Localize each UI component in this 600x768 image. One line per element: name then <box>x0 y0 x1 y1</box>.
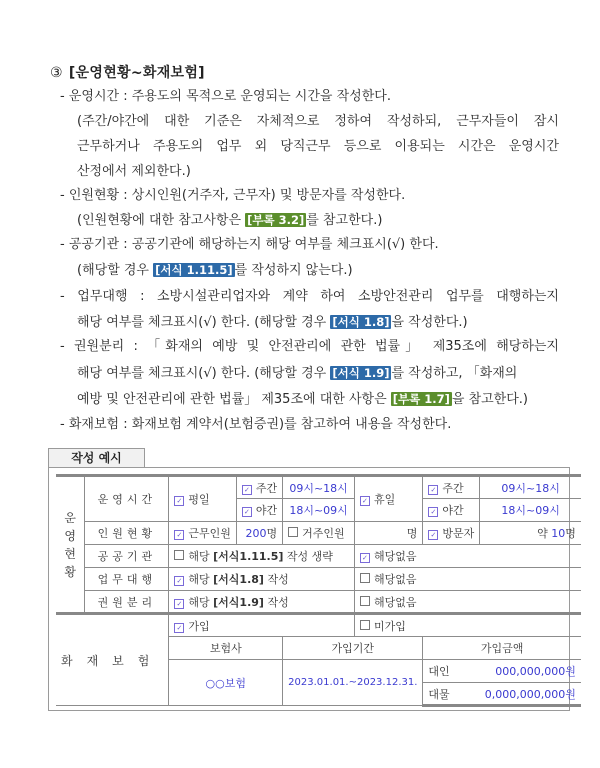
checkbox-unchecked-icon <box>288 527 298 537</box>
residents-count: 명 <box>354 522 422 545</box>
line-text: 를 작성하지 않는다.) <box>234 263 353 278</box>
checkbox-unchecked-icon <box>360 596 370 606</box>
holiday-day-checkbox[interactable]: ✓ 주간 <box>423 476 480 499</box>
group-label-operation-status: 운 영 현 황 <box>56 476 85 614</box>
appendix-link-1-7[interactable]: [부록 1.7] <box>392 392 450 406</box>
holiday-checkbox[interactable]: ✓ 휴일 <box>354 476 422 522</box>
public-agency-yes-checkbox[interactable]: 해당 [서식1.11.5] 작성 생략 <box>169 545 355 568</box>
line-text: (인원현황에 대한 참고사항은 <box>77 213 246 228</box>
weekday-day-hours: 09시~18시 <box>283 476 355 499</box>
checkbox-checked-icon: ✓ <box>174 496 184 506</box>
outsourcing-no-checkbox[interactable]: 해당없음 <box>354 568 580 591</box>
instruction-line: - 업무대행 : 소방시설관리업자와 계약 하여 소방안전관리 업무를 대행하는지 <box>60 289 559 304</box>
ownership-split-no-checkbox[interactable]: 해당없음 <box>354 591 580 614</box>
weekday-night-hours: 18시~09시 <box>283 499 355 522</box>
line-text: (해당할 경우 <box>77 263 154 278</box>
visitors-count: 약 10명 <box>480 522 581 545</box>
line-text: 을 참고한다.) <box>451 392 529 407</box>
row-label-operating-hours: 운영시간 <box>85 476 169 522</box>
row-label-ownership-split: 권원분리 <box>85 591 169 614</box>
visitors-checkbox[interactable]: ✓ 방문자 <box>423 522 480 545</box>
header-period: 가입기간 <box>283 637 423 660</box>
row-label-public-agency: 공공기관 <box>85 545 169 568</box>
checkbox-checked-icon: ✓ <box>428 507 438 517</box>
instruction-line <box>77 314 468 331</box>
instruction-line: 근무하거나 주용도의 업무 외 당직근무 등으로 이용되는 시간은 운영시간 <box>77 139 559 154</box>
form-link-1-8[interactable]: [서식 1.8] <box>332 315 390 329</box>
instruction-line <box>77 391 528 408</box>
section-heading <box>50 62 205 82</box>
insurance-joined-checkbox[interactable]: ✓ 가입 <box>169 614 355 637</box>
checkbox-checked-icon: ✓ <box>360 496 370 506</box>
instruction-line: - 공공기관 : 공공기관에 해당하는지 해당 여부를 체크표시(√) 한다. <box>60 237 439 252</box>
weekday-day-checkbox[interactable]: ✓ 주간 <box>236 476 282 499</box>
checkbox-checked-icon: ✓ <box>174 623 184 633</box>
line-text: 예방 및 안전관리에 관한 법률」 제35조에 대한 사항은 <box>77 392 391 407</box>
ownership-split-yes-checkbox[interactable]: ✓ 해당 [서식1.9] 작성 <box>169 591 355 614</box>
checkbox-unchecked-icon <box>360 620 370 630</box>
amount-value-property: 0,000,000,000원 <box>480 683 581 706</box>
instruction-line <box>77 262 353 279</box>
amount-label-person: 대인 <box>423 660 480 683</box>
checkbox-checked-icon: ✓ <box>428 530 438 540</box>
checkbox-checked-icon: ✓ <box>174 530 184 540</box>
section-number: ③ <box>50 65 63 81</box>
checkbox-checked-icon: ✓ <box>242 485 252 495</box>
line-text: 해당 여부를 체크표시(√) 한다. (해당할 경우 <box>77 366 331 381</box>
header-amount: 가입금액 <box>423 637 581 660</box>
header-insurer: 보험사 <box>169 637 283 660</box>
instruction-line: - 화재보험 : 화재보험 계약서(보험증권)를 참고하여 내용을 작성한다. <box>60 417 452 432</box>
checkbox-checked-icon: ✓ <box>174 599 184 609</box>
checkbox-checked-icon: ✓ <box>242 507 252 517</box>
instruction-line: (주간/야간에 대한 기준은 자체적으로 정하여 작성하되, 근무자들이 잠시 <box>77 114 559 129</box>
row-label-fire-insurance: 화재보험 <box>56 614 169 706</box>
line-text: 를 참고한다.) <box>306 213 383 228</box>
example-tab: 작성 예시 <box>48 448 145 468</box>
public-agency-no-checkbox[interactable]: ✓ 해당없음 <box>354 545 580 568</box>
insurance-period: 2023.01.01.~2023.12.31. <box>283 660 423 706</box>
holiday-day-hours: 09시~18시 <box>480 476 581 499</box>
row-label-personnel: 인원현황 <box>85 522 169 545</box>
line-text: 을 작성한다.) <box>391 315 468 330</box>
weekday-night-checkbox[interactable]: ✓ 야간 <box>236 499 282 522</box>
section-title: [운영현황~화재보험] <box>68 65 205 81</box>
insurance-not-joined-checkbox[interactable]: 미가입 <box>354 614 580 637</box>
workers-checkbox[interactable]: ✓ 근무인원 <box>169 522 237 545</box>
amount-value-person: 000,000,000원 <box>480 660 581 683</box>
checkbox-unchecked-icon <box>174 550 184 560</box>
residents-checkbox[interactable]: 거주인원 <box>283 522 355 545</box>
line-text: 를 작성하고, 「화재의 <box>391 366 518 381</box>
row-label-outsourcing: 업무대행 <box>85 568 169 591</box>
example-table <box>56 474 581 707</box>
appendix-link-3-2[interactable]: [부록 3.2] <box>247 213 305 227</box>
workers-count: 200명 <box>236 522 282 545</box>
checkbox-unchecked-icon <box>360 573 370 583</box>
amount-label-property: 대물 <box>423 683 480 706</box>
form-link-1-9[interactable]: [서식 1.9] <box>332 366 390 380</box>
form-link-1-11-5[interactable]: [서식 1.11.5] <box>155 263 233 277</box>
checkbox-checked-icon: ✓ <box>428 485 438 495</box>
weekday-checkbox[interactable]: ✓ 평일 <box>169 476 237 522</box>
holiday-night-hours: 18시~09시 <box>480 499 581 522</box>
instruction-line: - 인원현황 : 상시인원(거주자, 근무자) 및 방문자를 작성한다. <box>60 188 406 203</box>
checkbox-checked-icon: ✓ <box>360 553 370 563</box>
instruction-line: 산정에서 제외한다.) <box>77 164 191 179</box>
instruction-line <box>77 212 382 229</box>
insurer-name: ○○보험 <box>169 660 283 706</box>
line-text: 해당 여부를 체크표시(√) 한다. (해당할 경우 <box>77 315 331 330</box>
checkbox-checked-icon: ✓ <box>174 576 184 586</box>
outsourcing-yes-checkbox[interactable]: ✓ 해당 [서식1.8] 작성 <box>169 568 355 591</box>
instruction-line <box>77 365 517 382</box>
instruction-line: - 운영시간 : 주용도의 목적으로 운영되는 시간을 작성한다. <box>60 89 391 104</box>
holiday-night-checkbox[interactable]: ✓ 야간 <box>423 499 480 522</box>
instruction-line: - 권원분리 : 「화재의 예방 및 안전관리에 관한 법률」 제35조에 해당하는지 <box>60 339 559 354</box>
